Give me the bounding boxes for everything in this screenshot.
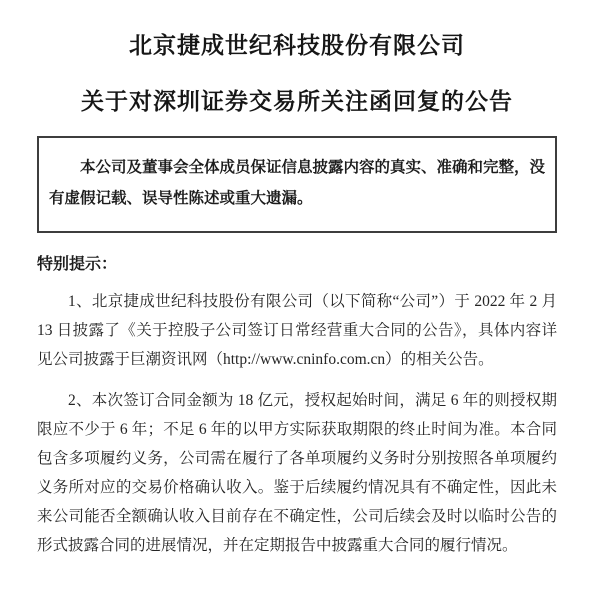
- special-notice-heading: 特别提示：: [37, 256, 118, 273]
- disclaimer-box: [37, 136, 557, 233]
- notice-paragraph-2: 2、本次签订合同金额为 18 亿元，授权起始时间，满足 6 年的则授权期限应不少于 6 年；不足 6 年的以甲方实际获取期限的终止时间为准。本合同包含多项履约义务，公司需在履行了各单项履约义务时分别按照各单项履约义务所对应的交易价格确认收入。鉴于后续履约情况具有不确定性，因此未来公司能否全额确认收入目前存在不确定性，公司后续会及时以临时公告的形式披露合同的进展情况，并在定期报告中披露重大合同的履行情况。: [37, 392, 557, 554]
- disclaimer-text: 本公司及董事会全体成员保证信息披露内容的真实、准确和完整，没有虚假记载、误导性陈述或重大遗漏。: [49, 159, 546, 207]
- announcement-title: 关于对深圳证券交易所关注函回复的公告: [81, 89, 513, 114]
- notice-paragraph-1: 1、北京捷成世纪科技股份有限公司（以下简称“公司”）于 2022 年 2 月 13 日披露了《关于控股子公司签订日常经营重大合同的公告》，具体内容详见公司披露于巨潮资讯网（http://www.cninfo.com.cn）的相关公告。: [37, 293, 557, 368]
- company-name-title: 北京捷成世纪科技股份有限公司: [129, 33, 465, 58]
